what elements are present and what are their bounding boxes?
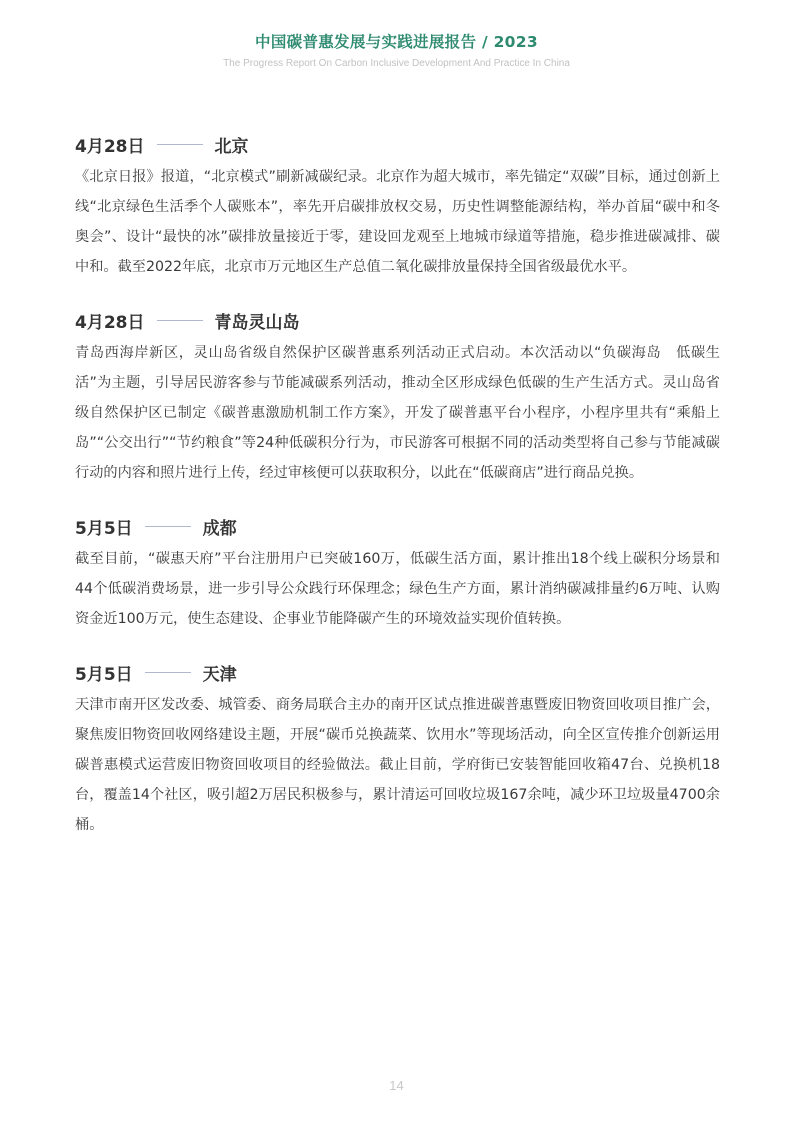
page-header	[0, 30, 793, 69]
news-entry-chengdu	[75, 512, 720, 634]
entry-date: 4月28日	[75, 136, 145, 157]
entry-date: 5月5日	[75, 664, 133, 685]
entry-place: 成都	[202, 518, 237, 539]
entry-place: 北京	[214, 136, 249, 157]
entry-date: 4月28日	[75, 312, 145, 333]
entry-header	[75, 306, 720, 334]
report-title: 中国碳普惠发展与实践进展报告 / 2023	[255, 33, 538, 51]
entry-header	[75, 512, 720, 540]
news-entry-beijing	[75, 130, 720, 282]
divider-line	[145, 672, 191, 673]
entry-date: 5月5日	[75, 518, 133, 539]
entry-header	[75, 130, 720, 158]
entry-place: 青岛灵山岛	[214, 312, 300, 333]
page-number: 14	[389, 1078, 404, 1093]
entry-body: 天津市南开区发改委、城管委、商务局联合主办的南开区试点推进碳普惠暨废旧物资回收项目推广会，聚焦废旧物资回收网络建设主题，开展“碳币兑换蔬菜、饮用水”等现场活动，向全区宣传推介创新运用碳普惠模式运营废旧物资回收项目的经验做法。截止目前，学府街已安装智能回收箱47台、兑换机18台，覆盖14个社区，吸引超2万居民积极参与，累计清运可回收垃圾167余吨，减少环卫垃圾量4700余桶。	[75, 697, 720, 833]
entry-header	[75, 658, 720, 686]
divider-line	[157, 320, 203, 321]
entry-body: 青岛西海岸新区，灵山岛省级自然保护区碳普惠系列活动正式启动。本次活动以“负碳海岛 低碳生活”为主题，引导居民游客参与节能减碳系列活动，推动全区形成绿色低碳的生产生活方式。灵山岛省级自然保护区已制定《碳普惠激励机制工作方案》，开发了碳普惠平台小程序，小程序里共有“乘船上岛”“公交出行”“节约粮食”等24种低碳积分行为，市民游客可根据不同的活动类型将自己参与节能减碳行动的内容和照片进行上传，经过审核便可以获取积分，以此在“低碳商店”进行商品兑换。	[75, 345, 720, 481]
news-entry-qingdao	[75, 306, 720, 488]
entry-body: 《北京日报》报道，“北京模式”刷新减碳纪录。北京作为超大城市，率先锚定“双碳”目标，通过创新上线“北京绿色生活季个人碳账本”，率先开启碳排放权交易，历史性调整能源结构，举办首届“碳中和冬奥会”、设计“最快的冰”碳排放量接近于零，建设回龙观至上地城市绿道等措施，稳步推进碳减排、碳中和。截至2022年底，北京市万元地区生产总值二氧化碳排放量保持全国省级最优水平。	[75, 169, 720, 275]
news-entry-tianjin	[75, 658, 720, 840]
divider-line	[157, 144, 203, 145]
report-subtitle: The Progress Report On Carbon Inclusive Development And Practice In China	[223, 58, 570, 69]
divider-line	[145, 526, 191, 527]
entry-place: 天津	[202, 664, 237, 685]
entry-body: 截至目前，“碳惠天府”平台注册用户已突破160万，低碳生活方面，累计推出18个线上碳积分场景和44个低碳消费场景，进一步引导公众践行环保理念；绿色生产方面，累计消纳碳减排量约6万吨、认购资金近100万元，使生态建设、企事业节能降碳产生的环境效益实现价值转换。	[75, 551, 720, 627]
news-list	[75, 130, 720, 864]
